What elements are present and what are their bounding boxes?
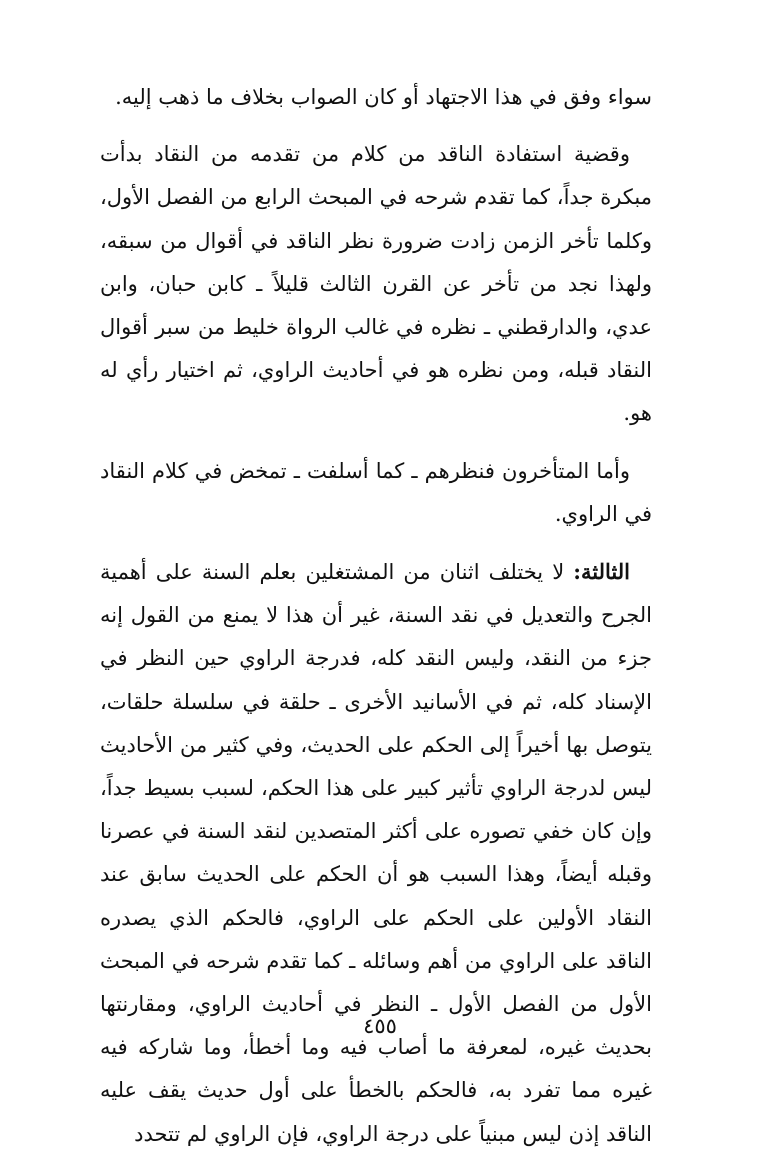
paragraph-continuation [100, 76, 652, 119]
paragraph-text: وقضية استفادة الناقد من كلام من تقدمه من النقاد بدأت مبكرة جداً، كما تقدم شرحه في المبحث الرابع من الفصل الأول، وكلما تأخر الزمن زادت ضرورة نظر الناقد في أقوال من سبقه، ولهذا نجد من تأخر عن القرن الثالث قليلاً ـ كابن حبان، وابن عدي، والدارقطني ـ نظره في غالب الرواة خليط من سبر أقوال النقاد قبله، ومن نظره هو في أحاديث الراوي، ثم اختيار رأي له هو. [100, 142, 652, 426]
section-heading-term: الثالثة: [573, 559, 630, 585]
paragraph-later-scholars [100, 450, 652, 536]
paragraph-third-point [100, 550, 652, 1156]
paragraph-critic-benefit [100, 133, 652, 435]
paragraph-text: وأما المتأخرون فنظرهم ـ كما أسلفت ـ تمخض في كلام النقاد في الراوي. [100, 458, 652, 526]
paragraph-text: سواء وفق في هذا الاجتهاد أو كان الصواب بخلاف ما ذهب إليه. [115, 85, 652, 109]
paragraph-text: لا يختلف اثنان من المشتغلين بعلم السنة على أهمية الجرح والتعديل في نقد السنة، غير أن هذا لا يمنع من القول إنه جزء من النقد، وليس النقد كله، فدرجة الراوي حين النظر في الإسناد كله، ثم في الأسانيد الأخرى ـ حلقة في سلسلة حلقات، يتوصل بها أخيراً إلى الحكم على الحديث، وفي كثير من الأحاديث ليس لدرجة الراوي تأثير كبير على هذا الحكم، لسبب بسيط جداً، وإن كان خفي تصوره على أكثر المتصدين لنقد السنة في عصرنا وقبله أيضاً، وهذا السبب هو أن الحكم على الحديث سابق عند النقاد الأولين على الحكم على الراوي، فالحكم الذي يصدره الناقد على الراوي من أهم وسائله ـ كما تقدم شرحه في المبحث الأول من الفصل الأول ـ النظر في أحاديث الراوي، ومقارنتها بحديث غيره، لمعرفة ما أصاب فيه وما أخطأ، وما شاركه فيه غيره مما تفرد به، فالحكم بالخطأ على أول حديث يقف عليه الناقد إذن ليس مبنياً على درجة الراوي، فإن الراوي لم تتحدد [100, 560, 652, 1146]
page-number: ٤٥٥ [363, 1014, 397, 1038]
body-text [100, 76, 652, 1156]
